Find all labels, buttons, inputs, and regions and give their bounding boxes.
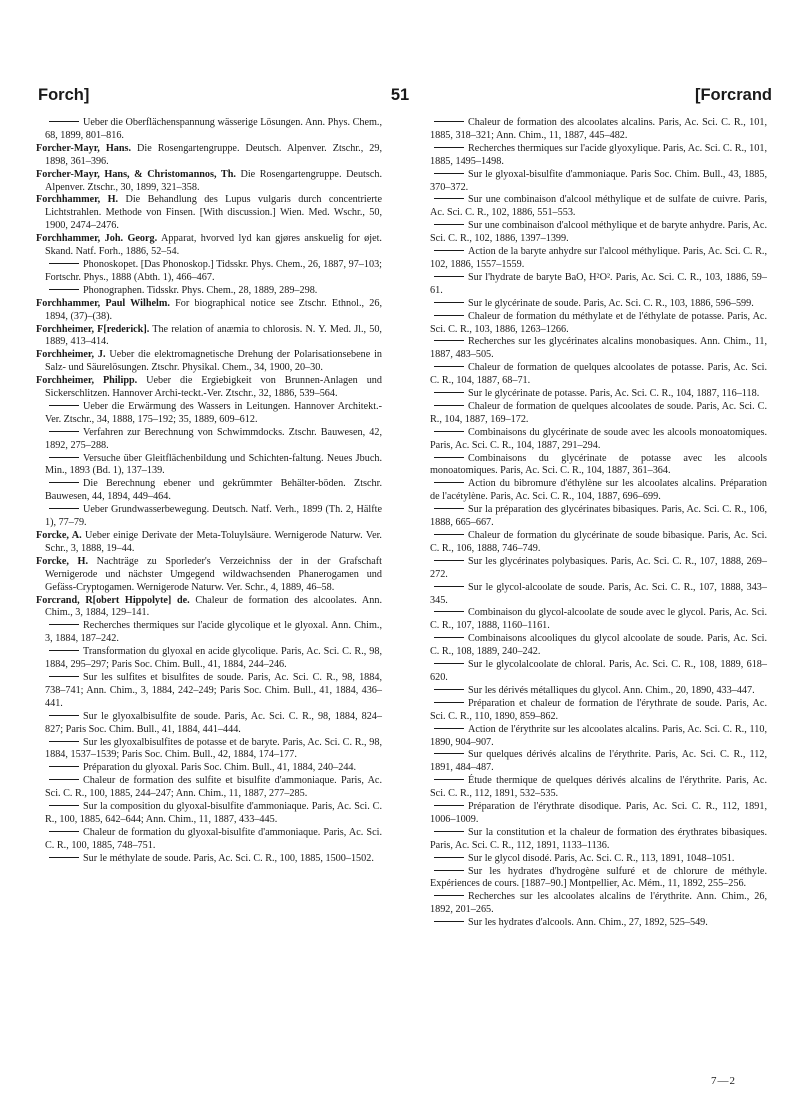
bibliography-subentry <box>421 917 767 930</box>
entry-text: Die Rosengartengruppe. Deutsch. Alpenver. Ztschr., 29, 1898, 361–396. <box>45 142 383 167</box>
ditto-dash <box>434 340 464 341</box>
ditto-dash <box>49 766 79 767</box>
entry-text: Combinaisons du glycérinate de potasse avec les alcools monoatomiques. Paris, Ac. Sci. C. R., 104, 1887, 361–364. <box>430 452 767 477</box>
bibliography-entry <box>36 324 382 350</box>
bibliography-subentry <box>36 427 382 453</box>
entry-text: Sur quelques dérivés alcalins de l'érythrite. Paris, Ac. Sci. C. R., 112, 1891, 484–487. <box>430 749 767 774</box>
entry-text: Ueber die Ergiebigkeit von Brunnen-Anlagen und Sickerschlitzen. Hannover Archi-teckt.-Ver. Ztschr., 32, 1886, 539–564. <box>45 375 382 400</box>
bibliography-subentry <box>421 853 767 866</box>
bibliography-subentry <box>421 685 767 698</box>
signature-mark: 7—2 <box>711 1075 736 1087</box>
bibliography-subentry <box>36 285 382 298</box>
bibliography-subentry <box>421 220 767 246</box>
entry-text: Chaleur de formation du glycérinate de soude bibasique. Paris, Ac. Sci. C. R., 106, 1888, 746–749. <box>430 530 767 554</box>
ditto-dash <box>434 611 464 612</box>
entry-text: Sur le glycérinate de soude. Paris, Ac. Sci. C. R., 103, 1886, 596–599. <box>468 297 754 309</box>
ditto-dash <box>434 250 464 251</box>
ditto-dash <box>49 508 79 509</box>
bibliography-subentry <box>421 607 767 633</box>
bibliography-subentry <box>36 853 382 866</box>
entry-author: Forcrand, R[obert Hippolyte] de. <box>36 594 190 606</box>
bibliography-entry <box>36 595 382 621</box>
ditto-dash <box>49 289 79 290</box>
ditto-dash <box>49 482 79 483</box>
bibliography-subentry <box>421 891 767 917</box>
ditto-dash <box>434 534 464 535</box>
entry-text: Sur le glyoxal-bisulfite d'ammoniaque. Paris Soc. Chim. Bull., 43, 1885, 370–372. <box>430 168 767 193</box>
bibliography-subentry <box>421 246 767 272</box>
ditto-dash <box>434 637 464 638</box>
bibliography-subentry <box>421 194 767 220</box>
ditto-dash <box>434 366 464 367</box>
ditto-dash <box>434 689 464 690</box>
bibliography-entry <box>36 233 382 259</box>
bibliography-subentry <box>421 169 767 195</box>
bibliography-subentry <box>421 775 767 801</box>
ditto-dash <box>49 405 79 406</box>
left-column <box>36 117 382 866</box>
ditto-dash <box>434 457 464 458</box>
bibliography-subentry <box>36 711 382 737</box>
entry-text: Recherches sur les glycérinates alcalins monobasiques. Ann. Chim., 11, 1887, 483–505. <box>430 336 767 361</box>
entry-text: Chaleur de formation des sulfite et bisulfite d'ammoniaque. Paris, Ac. Sci. C. R., 100, 1885, 244–247; Ann. Chim., 11, 1887, 277–285. <box>45 775 382 800</box>
entry-text: Chaleur de formation des alcoolates alcalins. Paris, Ac. Sci. C. R., 101, 1885, 318–321; Ann. Chim., 11, 1887, 445–482. <box>430 117 767 141</box>
bibliography-subentry <box>421 504 767 530</box>
entry-text: Sur la composition du glyoxal-bisulfite d'ammoniaque. Paris, Ac. Sci. C. R., 100, 1885, 642–644; Ann. Chim., 11, 1887, 433–445. <box>45 801 382 825</box>
bibliography-subentry <box>421 724 767 750</box>
ditto-dash <box>434 702 464 703</box>
entry-text: Ueber einige Derivate der Meta-Toluylsäure. Wernigerode Naturw. Ver. Schr., 3, 1888, 19–44. <box>45 530 382 554</box>
bibliography-entry <box>36 375 382 401</box>
bibliography-subentry <box>36 504 382 530</box>
bibliography-entry <box>36 298 382 324</box>
entry-text: Sur une combinaison d'alcool méthylique et de sulfate de cuivre. Paris, Ac. Sci. C. R., 102, 1886, 551–553. <box>430 194 767 219</box>
entry-author: Forchheimer, F[rederick]. <box>36 323 150 335</box>
ditto-dash <box>49 121 79 122</box>
entry-text: The relation of anæmia to chlorosis. N. Y. Med. Jl., 50, 1889, 413–414. <box>45 323 382 348</box>
entry-text: Action de la baryte anhydre sur l'alcool méthylique. Paris, Ac. Sci. C. R., 102, 1886, 1557–1559. <box>430 246 767 270</box>
bibliography-subentry <box>421 453 767 479</box>
entry-text: Recherches sur les alcoolates alcalins de l'érythrite. Ann. Chim., 26, 1892, 201–265. <box>430 891 767 916</box>
entry-text: Sur la constitution et la chaleur de formation des érythrates bibasiques. Paris, Ac. Sci. C. R., 112, 1891, 1133–1136. <box>430 826 767 851</box>
ditto-dash <box>434 560 464 561</box>
ditto-dash <box>49 676 79 677</box>
ditto-dash <box>434 315 464 316</box>
bibliography-subentry <box>421 866 767 892</box>
entry-text: Action du bibromure d'éthylène sur les alcoolates alcalins. Préparation de l'acétylène. Paris, Ac. Sci. C. R., 104, 1887, 696–699. <box>430 478 767 503</box>
ditto-dash <box>49 650 79 651</box>
ditto-dash <box>434 392 464 393</box>
ditto-dash <box>49 715 79 716</box>
entry-author: Forchhammer, Paul Wilhelm. <box>36 297 170 309</box>
entry-text: Die Rosengartengruppe. Deutsch. Alpenver. Ztschr., 30, 1899, 321–358. <box>45 168 382 193</box>
bibliography-subentry <box>36 672 382 711</box>
entry-text: Combinaisons alcooliques du glycol alcoolate de soude. Paris, Ac. Sci. C. R., 108, 1889, 240–242. <box>430 633 767 658</box>
ditto-dash <box>434 870 464 871</box>
ditto-dash <box>434 482 464 483</box>
ditto-dash <box>49 741 79 742</box>
ditto-dash <box>434 586 464 587</box>
bibliography-entry <box>36 530 382 556</box>
entry-text: Action de l'érythrite sur les alcoolates alcalins. Paris, Ac. Sci. C. R., 110, 1890, 904–907. <box>430 723 767 748</box>
ditto-dash <box>49 457 79 458</box>
entry-text: Ueber die Erwärmung des Wassers in Leitungen. Hannover Architekt.-Ver. Ztschr., 34, 1888, 175–192; 35, 1889, 609–612. <box>45 400 382 425</box>
entry-text: Sur le glycol-alcoolate de soude. Paris, Ac. Sci. C. R., 107, 1888, 343–345. <box>430 581 767 606</box>
bibliography-subentry <box>421 336 767 362</box>
entry-text: Sur le glyoxalbisulfite de soude. Paris, Ac. Sci. C. R., 98, 1884, 824–827; Paris Soc. Chim. Bull., 41, 1884, 441–444. <box>45 710 382 735</box>
ditto-dash <box>49 431 79 432</box>
entry-text: Nachträge zu Sporleder's Verzeichniss der in der Grafschaft Wernigerode und nächster Umgegend wildwachsenden Phanerogamen und Gefäss-Cryptogamen. Wernigerode Naturw. Ver. Schr., 4, 1889, 46–58. <box>45 555 382 593</box>
bibliography-subentry <box>421 388 767 401</box>
ditto-dash <box>434 857 464 858</box>
entry-author: Forchhammer, Joh. Georg. <box>36 233 158 245</box>
entry-text: Chaleur de formation de quelques alcoolates de potasse. Paris, Ac. Sci. C. R., 104, 1887, 68–71. <box>430 362 767 387</box>
bibliography-subentry <box>421 401 767 427</box>
ditto-dash <box>434 173 464 174</box>
bibliography-subentry <box>421 143 767 169</box>
entry-text: Die Behandlung des Lupus vulgaris durch concentrierte Lichtstrahlen. Methode von Finsen. [With discussion.] Wien. Med. Wschr., 50, 1900, 2474–2476. <box>45 194 382 232</box>
entry-text: Préparation du glyoxal. Paris Soc. Chim. Bull., 41, 1884, 240–244. <box>83 762 357 774</box>
ditto-dash <box>434 147 464 148</box>
entry-text: Phonographen. Tidsskr. Phys. Chem., 28, 1889, 289–298. <box>83 284 318 296</box>
bibliography-subentry <box>36 646 382 672</box>
bibliography-subentry <box>421 749 767 775</box>
entry-text: Apparat, hvorved lyd kan gjøres anskuelig for øjet. Skand. Natf. Forh., 1886, 52–54. <box>45 233 382 258</box>
ditto-dash <box>434 753 464 754</box>
ditto-dash <box>434 663 464 664</box>
bibliography-subentry <box>421 478 767 504</box>
right-column <box>421 117 767 930</box>
bibliography-subentry <box>36 478 382 504</box>
ditto-dash <box>434 198 464 199</box>
entry-text: Combinaison du glycol-alcoolate de soude avec le glycol. Paris, Ac. Sci. C. R., 107, 1888, 1160–1161. <box>430 607 767 632</box>
bibliography-subentry <box>421 311 767 337</box>
bibliography-entry <box>36 349 382 375</box>
ditto-dash <box>434 431 464 432</box>
bibliography-entry <box>36 169 382 195</box>
bibliography-subentry <box>421 827 767 853</box>
bibliography-subentry <box>421 362 767 388</box>
bibliography-subentry <box>421 427 767 453</box>
bibliography-subentry <box>421 272 767 298</box>
entry-text: Étude thermique de quelques dérivés alcalins de l'érythrite. Paris, Ac. Sci. C. R., 112, 1891, 532–535. <box>430 775 767 800</box>
entry-text: Chaleur de formation des alcoolates. Ann. Chim., 3, 1884, 129–141. <box>45 594 382 619</box>
ditto-dash <box>434 302 464 303</box>
bibliography-entry <box>36 556 382 595</box>
bibliography-subentry <box>421 698 767 724</box>
ditto-dash <box>434 121 464 122</box>
ditto-dash <box>434 405 464 406</box>
bibliography-subentry <box>421 582 767 608</box>
entry-text: Sur l'hydrate de baryte BaO, H²O². Paris, Ac. Sci. C. R., 103, 1886, 59–61. <box>430 271 767 296</box>
entry-text: Ueber Grundwasserbewegung. Deutsch. Natf. Verh., 1899 (Th. 2, Hälfte 1), 77–79. <box>45 504 382 529</box>
entry-text: Chaleur de formation du glyoxal-bisulfite d'ammoniaque. Paris, Ac. Sci. C. R., 100, 1885, 748–751. <box>45 826 382 851</box>
ditto-dash <box>434 779 464 780</box>
entry-text: Sur les hydrates d'hydrogène sulfuré et de chlorure de méthyle. Expériences de cours. [1887–90.] Montpellier, Ac. Mém., 11, 1892, 255–256. <box>430 865 767 890</box>
entry-text: Die Berechnung ebener und gekrümmter Behälter-böden. Ztschr. Bauwesen, 44, 1894, 449–464. <box>45 478 382 503</box>
running-header <box>28 86 772 110</box>
entry-author: Forchheimer, Philipp. <box>36 375 138 387</box>
entry-author: Forcher-Mayr, Hans. <box>36 142 132 154</box>
bibliography-subentry <box>421 659 767 685</box>
entry-author: Forcher-Mayr, Hans, & Christomannos, Th. <box>36 168 236 180</box>
entry-text: Sur les dérivés métalliques du glycol. Ann. Chim., 20, 1890, 433–447. <box>468 684 755 696</box>
page-number: 51 <box>390 86 410 104</box>
entry-text: Sur le glycol disodé. Paris, Ac. Sci. C. R., 113, 1891, 1048–1051. <box>468 852 735 864</box>
entry-text: Préparation et chaleur de formation de l'érythrate de soude. Paris, Ac. Sci. C. R., 110, 1890, 859–862. <box>430 697 767 722</box>
entry-text: Ueber die elektromagnetische Drehung der Polarisationsebene in Salz- und Säurelösungen. Ztschr. Physikal. Chem., 34, 1900, 20–30. <box>45 349 383 374</box>
bibliography-entry <box>36 143 382 169</box>
bibliography-subentry <box>36 827 382 853</box>
ditto-dash <box>434 276 464 277</box>
bibliography-subentry <box>421 117 767 143</box>
entry-text: Recherches thermiques sur l'acide glyoxylique. Paris, Ac. Sci. C. R., 101, 1885, 1495–1498. <box>430 142 767 167</box>
entry-text: Chaleur de formation de quelques alcoolates de soude. Paris, Ac. Sci. C. R., 104, 1887, 169–172. <box>430 400 767 425</box>
ditto-dash <box>49 263 79 264</box>
bibliography-subentry <box>36 401 382 427</box>
bibliography-subentry <box>421 556 767 582</box>
bibliography-subentry <box>36 737 382 763</box>
entry-text: Préparation de l'érythrate disodique. Paris, Ac. Sci. C. R., 112, 1891, 1006–1009. <box>430 801 767 825</box>
header-right: [Forcrand <box>694 86 772 104</box>
entry-author: Forchhammer, H. <box>36 194 119 206</box>
entry-text: Sur le glycolalcoolate de chloral. Paris, Ac. Sci. C. R., 108, 1889, 618–620. <box>430 659 767 683</box>
ditto-dash <box>434 728 464 729</box>
entry-text: Phonoskopet. [Das Phonoskop.] Tidsskr. Phys. Chem., 26, 1887, 97–103; Fortschr. Phys., 1888 (Abth. 1), 466–467. <box>45 258 382 283</box>
entry-text: Transformation du glyoxal en acide glycolique. Paris, Ac. Sci. C. R., 98, 1884, 295–297; Paris Soc. Chim. Bull., 41, 1884, 244–246. <box>45 646 382 671</box>
bibliography-subentry <box>421 298 767 311</box>
entry-text: Sur le glycérinate de potasse. Paris, Ac. Sci. C. R., 104, 1887, 116–118. <box>468 388 760 400</box>
entry-text: Verfahren zur Berechnung von Schwimmdocks. Ztschr. Bauwesen, 42, 1892, 275–288. <box>45 426 382 451</box>
entry-text: Sur la préparation des glycérinates bibasiques. Paris, Ac. Sci. C. R., 106, 1888, 665–667. <box>430 504 767 529</box>
bibliography-subentry <box>36 259 382 285</box>
entry-text: Ueber die Oberflächenspannung wässerige Lösungen. Ann. Phys. Chem., 68, 1899, 801–816. <box>45 117 382 141</box>
ditto-dash <box>434 831 464 832</box>
ditto-dash <box>434 921 464 922</box>
entry-text: Sur les glycérinates polybasiques. Paris, Ac. Sci. C. R., 107, 1888, 269–272. <box>430 555 767 580</box>
bibliography-subentry <box>36 620 382 646</box>
entry-text: Sur une combinaison d'alcool méthylique et de baryte anhydre. Paris, Ac. Sci. C. R., 102, 1886, 1397–1399. <box>430 220 767 245</box>
entry-text: Versuche über Gleitflächenbildung und Schichten-faltung. Neues Jbuch. Min., 1893 (Bd. 1), 137–139. <box>45 452 382 477</box>
bibliography-entry <box>36 194 382 233</box>
entry-text: Sur le méthylate de soude. Paris, Ac. Sci. C. R., 100, 1885, 1500–1502. <box>83 852 374 864</box>
bibliography-subentry <box>36 775 382 801</box>
ditto-dash <box>49 857 79 858</box>
ditto-dash <box>434 895 464 896</box>
entry-text: Chaleur de formation du méthylate et de l'éthylate de potasse. Paris, Ac. Sci. C. R., 103, 1886, 1263–1266. <box>430 310 767 335</box>
entry-text: Sur les hydrates d'alcools. Ann. Chim., 27, 1892, 525–549. <box>468 917 708 929</box>
ditto-dash <box>49 831 79 832</box>
header-left: Forch] <box>38 86 90 104</box>
entry-author: Forcke, A. <box>36 530 82 541</box>
entry-author: Forcke, H. <box>36 555 88 567</box>
ditto-dash <box>49 805 79 806</box>
ditto-dash <box>434 508 464 509</box>
entry-text: Combinaisons du glycérinate de soude avec les alcools monoatomiques. Paris, Ac. Sci. C. R., 104, 1887, 291–294. <box>430 426 767 451</box>
bibliography-subentry <box>36 117 382 143</box>
bibliography-subentry <box>421 801 767 827</box>
entry-author: Forchheimer, J. <box>36 349 106 361</box>
ditto-dash <box>434 805 464 806</box>
ditto-dash <box>49 779 79 780</box>
bibliography-subentry <box>421 530 767 556</box>
ditto-dash <box>434 224 464 225</box>
entry-text: Sur les glyoxalbisulfites de potasse et de baryte. Paris, Ac. Sci. C. R., 98, 1884, 1537–1539; Paris Soc. Chim. Bull., 42, 1884, 174–177. <box>45 736 382 761</box>
entry-text: For biographical notice see Ztschr. Ethnol., 26, 1894, (37)–(38). <box>45 297 382 322</box>
entry-text: Recherches thermiques sur l'acide glycolique et le glyoxal. Ann. Chim., 3, 1884, 187–242. <box>45 620 382 645</box>
ditto-dash <box>49 624 79 625</box>
bibliography-subentry <box>36 453 382 479</box>
bibliography-subentry <box>421 633 767 659</box>
bibliography-subentry <box>36 762 382 775</box>
entry-text: Sur les sulfites et bisulfites de soude. Paris, Ac. Sci. C. R., 98, 1884, 738–741; Ann. Chim., 3, 1884, 242–249; Paris Soc. Chim. Bull., 41, 1884, 436–441. <box>45 671 382 709</box>
bibliography-subentry <box>36 801 382 827</box>
